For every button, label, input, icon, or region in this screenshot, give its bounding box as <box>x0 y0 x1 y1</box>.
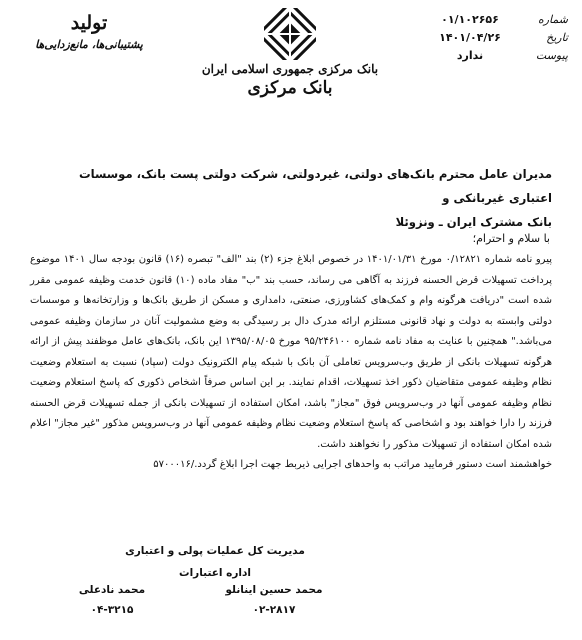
signer-2-code: ۰۴-۳۲۱۵ <box>90 604 134 616</box>
meta-attachment-label: پیوست <box>535 48 568 62</box>
letter-meta <box>418 10 568 64</box>
central-bank-logo-icon <box>264 8 316 60</box>
signer-1-code: ۰۲-۲۸۱۷ <box>252 604 296 616</box>
meta-date-label: تاریخ <box>546 30 568 44</box>
letter-body <box>30 250 552 476</box>
signature-title-1: مدیریت کل عملیات پولی و اعتباری <box>125 545 305 557</box>
signature-department <box>110 540 320 584</box>
letterhead <box>0 0 582 120</box>
bank-branding <box>190 8 390 98</box>
signature-title-2: اداره اعتبارات <box>179 567 251 579</box>
meta-number-value: ۰۱/۱۰۲۶۵۶ <box>441 12 499 26</box>
meta-date-value: ۱۴۰۱/۰۴/۲۶ <box>439 30 501 44</box>
meta-number-label: شماره <box>537 12 568 26</box>
meta-number-row <box>418 10 568 28</box>
slogan-main: تولید <box>70 12 108 34</box>
slogan-sub: پشتیبانی‌ها، مانع‌زدایی‌ها <box>35 38 143 51</box>
signer-1-name: محمد حسین اینانلو <box>225 584 323 596</box>
greeting: با سلام و احترام؛ <box>472 232 550 245</box>
meta-attachment-row <box>418 46 568 64</box>
signer-2-name: محمد نادعلی <box>78 584 146 596</box>
addressee-line-2: بانک مشترک ایران ـ ونزوئلا <box>395 215 552 229</box>
addressee <box>32 162 552 234</box>
addressee-line-1: مدیران عامل محترم بانک‌های دولتی، غیردولتی، شرکت دولتی پست بانک، موسسات اعتباری غیربانکی و <box>78 167 552 205</box>
year-slogan <box>14 12 164 51</box>
body-paragraph-1: پیرو نامه شماره ۰/۱۲۸۲۱ مورخ ۱۴۰۱/۰۱/۳۱ در خصوص ابلاغ جزء (۲) بند "الف" تبصره (۱۶) قانون بودجه سال ۱۴۰۱ موضوع پرداخت تسهیلات قرض الحسنه فرزند به آگاهی می رساند، حسب بند "ب" مفاد ماده (۱۰) قانون خدمت وظیفه عمومی مقرر شده است "دریافت هرگونه وام و کمک‌های کشاورزی، صنعتی، دامداری و مسکن از طریق بانک‌ها و وزارتخانه‌ها و موسسات دولتی وابسته به دولت و نهاد قانونی مستلزم ارائه مدرک دال بر رسیدگی به وضع مشمولیت آنان در سازمان وظیفه عمومی می‌باشد." همچنین با عنایت به مفاد نامه شماره ۹۵/۲۴۶۱۰۰ مورخ ۱۳۹۵/۰۸/۰۵ این بانک، بانک‌های عامل موظفند پیش از ارائه هرگونه تسهیلات بانکی از طریق وب‌سرویس تعاملی آن بانک با شبکه پیام الکترونیک دولت (سپاد) نسبت به استعلام وضعیت نظام وظیفه عمومی متقاضیان ذکور اخذ تسهیلات، اقدام نمایند. بر این اساس صرفاً اشخاص ذکوری که پاسخ استعلام وضعیت نظام وظیفه عمومی آنها در وب‌سرویس فوق "مجاز" باشد، امکان استفاده از تسهیلات بانکی از جمله تسهیلات قرض الحسنه فرزند را دارا خواهند بود و اشخاصی که پاسخ استعلام وضعیت نظام وظیفه عمومی آنها در وب‌سرویس مذکور "غیر مجاز" اعلام شده امکان استفاده از تسهیلات مذکور را نخواهند داشت. <box>30 254 553 450</box>
meta-attachment-value: ندارد <box>456 48 484 62</box>
bank-signature-text: بانک مرکزی <box>247 78 333 98</box>
bank-name: بانک مرکزی جمهوری اسلامی ایران <box>201 62 379 76</box>
meta-date-row <box>418 28 568 46</box>
body-paragraph-2: خواهشمند است دستور فرمایید مراتب به واحدهای اجرایی ذیربط جهت اجرا ابلاغ گردد./۵۷۰۰۰۱۶ <box>153 459 552 470</box>
